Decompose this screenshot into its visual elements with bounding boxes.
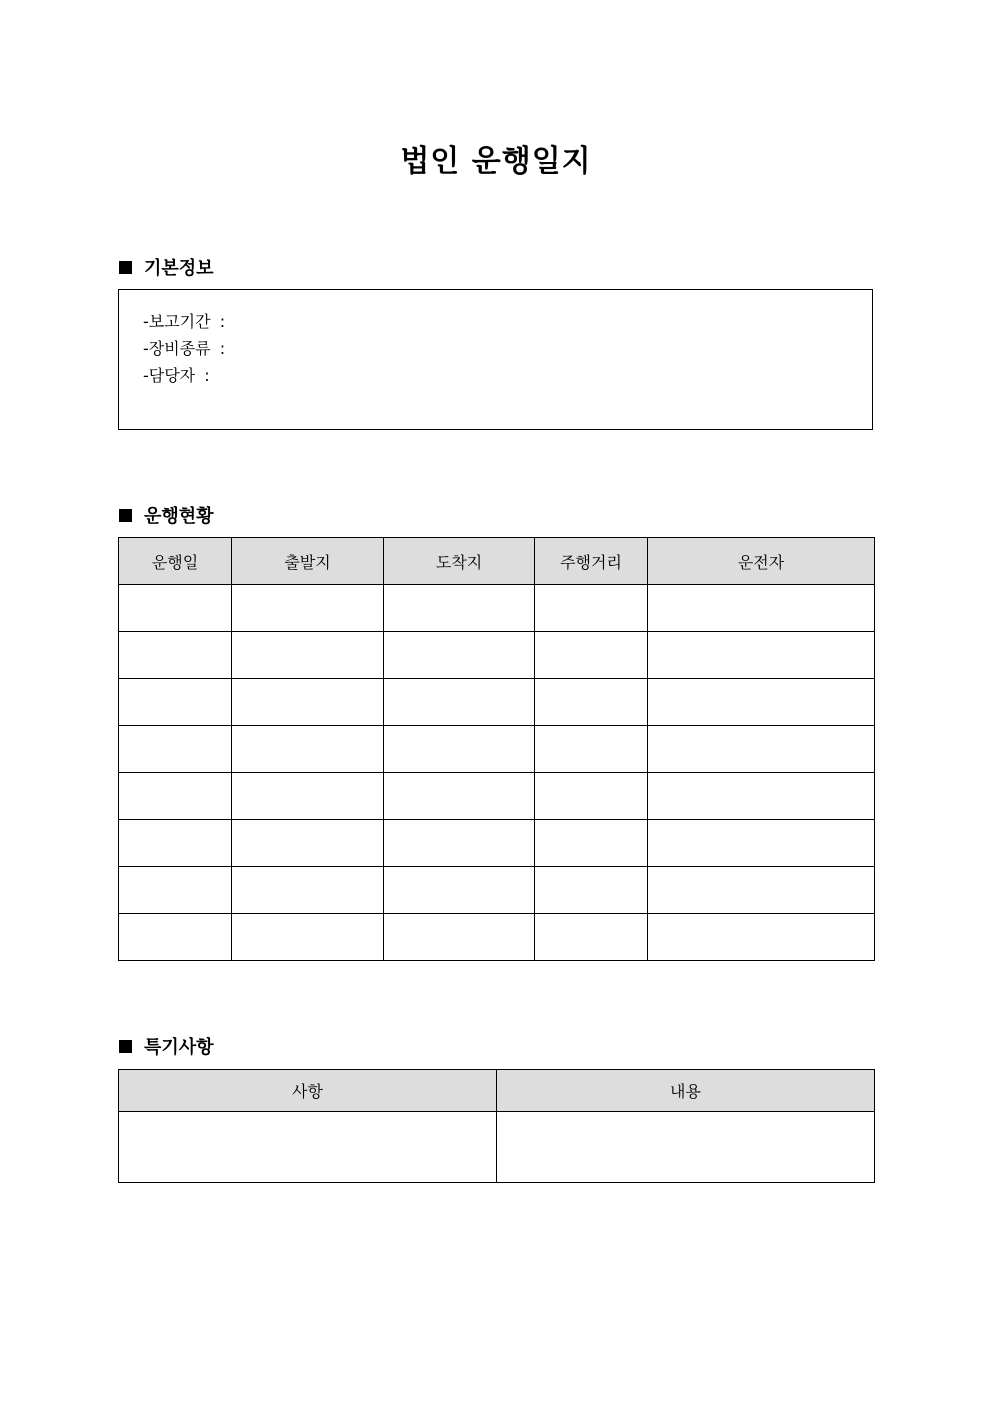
table-cell[interactable] bbox=[648, 820, 875, 867]
table-cell[interactable] bbox=[232, 914, 384, 961]
section-heading-label: 특기사항 bbox=[144, 1037, 214, 1058]
table-cell[interactable] bbox=[535, 632, 648, 679]
table-cell[interactable] bbox=[384, 585, 535, 632]
basic-info-box bbox=[118, 289, 873, 430]
table-cell[interactable] bbox=[535, 914, 648, 961]
table-cell[interactable] bbox=[119, 632, 232, 679]
table-cell[interactable] bbox=[119, 820, 232, 867]
info-label: -보고기간 bbox=[143, 312, 211, 331]
section-heading-basic-info bbox=[119, 254, 214, 280]
document-title: 법인 운행일지 bbox=[400, 144, 592, 179]
info-separator: : bbox=[219, 312, 226, 331]
table-header-row bbox=[119, 538, 875, 585]
info-separator: : bbox=[204, 366, 210, 385]
table-cell[interactable] bbox=[232, 585, 384, 632]
info-line-manager[interactable] bbox=[143, 362, 872, 389]
table-cell[interactable] bbox=[384, 820, 535, 867]
info-label: -담당자 bbox=[143, 366, 196, 385]
table-cell[interactable] bbox=[648, 679, 875, 726]
table-cell[interactable] bbox=[119, 679, 232, 726]
table-cell[interactable] bbox=[648, 585, 875, 632]
table-cell[interactable] bbox=[384, 679, 535, 726]
table-cell[interactable] bbox=[648, 867, 875, 914]
column-header-departure: 출발지 bbox=[232, 538, 384, 585]
black-square-bullet-icon bbox=[119, 1040, 132, 1053]
table-row bbox=[119, 585, 875, 632]
table-cell[interactable] bbox=[232, 867, 384, 914]
info-line-equipment-type[interactable] bbox=[143, 335, 872, 362]
black-square-bullet-icon bbox=[119, 509, 132, 522]
section-heading-label: 운행현황 bbox=[144, 506, 214, 527]
black-square-bullet-icon bbox=[119, 261, 132, 274]
column-header-distance: 주행거리 bbox=[535, 538, 648, 585]
table-cell[interactable] bbox=[497, 1112, 875, 1183]
table-row bbox=[119, 632, 875, 679]
table-row bbox=[119, 867, 875, 914]
table-row bbox=[119, 820, 875, 867]
table-cell[interactable] bbox=[232, 726, 384, 773]
table-cell[interactable] bbox=[535, 726, 648, 773]
info-line-report-period[interactable] bbox=[143, 308, 872, 335]
table-cell[interactable] bbox=[535, 820, 648, 867]
table-cell[interactable] bbox=[232, 632, 384, 679]
table-row bbox=[119, 1112, 875, 1183]
table-cell[interactable] bbox=[384, 632, 535, 679]
column-header-item: 사항 bbox=[119, 1070, 497, 1112]
table-cell[interactable] bbox=[119, 867, 232, 914]
table-cell[interactable] bbox=[384, 726, 535, 773]
table-cell[interactable] bbox=[119, 773, 232, 820]
table-row bbox=[119, 914, 875, 961]
table-cell[interactable] bbox=[232, 773, 384, 820]
table-cell[interactable] bbox=[535, 585, 648, 632]
table-row bbox=[119, 773, 875, 820]
section-heading-remarks bbox=[119, 1033, 214, 1059]
table-cell[interactable] bbox=[535, 867, 648, 914]
info-label: -장비종류 bbox=[143, 339, 211, 358]
column-header-destination: 도착지 bbox=[384, 538, 535, 585]
table-cell[interactable] bbox=[384, 867, 535, 914]
column-header-date: 운행일 bbox=[119, 538, 232, 585]
info-separator: : bbox=[219, 339, 226, 358]
section-heading-driving-status bbox=[119, 502, 214, 528]
table-row bbox=[119, 726, 875, 773]
table-row bbox=[119, 679, 875, 726]
table-cell[interactable] bbox=[232, 820, 384, 867]
section-heading-label: 기본정보 bbox=[144, 258, 214, 279]
table-cell[interactable] bbox=[119, 726, 232, 773]
table-cell[interactable] bbox=[119, 1112, 497, 1183]
column-header-driver: 운전자 bbox=[648, 538, 875, 585]
remarks-table bbox=[118, 1069, 875, 1183]
table-header-row bbox=[119, 1070, 875, 1112]
table-cell[interactable] bbox=[119, 914, 232, 961]
table-cell[interactable] bbox=[535, 773, 648, 820]
table-cell[interactable] bbox=[648, 726, 875, 773]
driving-status-table bbox=[118, 537, 875, 961]
table-cell[interactable] bbox=[648, 773, 875, 820]
table-cell[interactable] bbox=[232, 679, 384, 726]
table-cell[interactable] bbox=[535, 679, 648, 726]
column-header-content: 내용 bbox=[497, 1070, 875, 1112]
table-cell[interactable] bbox=[648, 632, 875, 679]
table-cell[interactable] bbox=[648, 914, 875, 961]
table-cell[interactable] bbox=[384, 914, 535, 961]
table-cell[interactable] bbox=[384, 773, 535, 820]
table-cell[interactable] bbox=[119, 585, 232, 632]
